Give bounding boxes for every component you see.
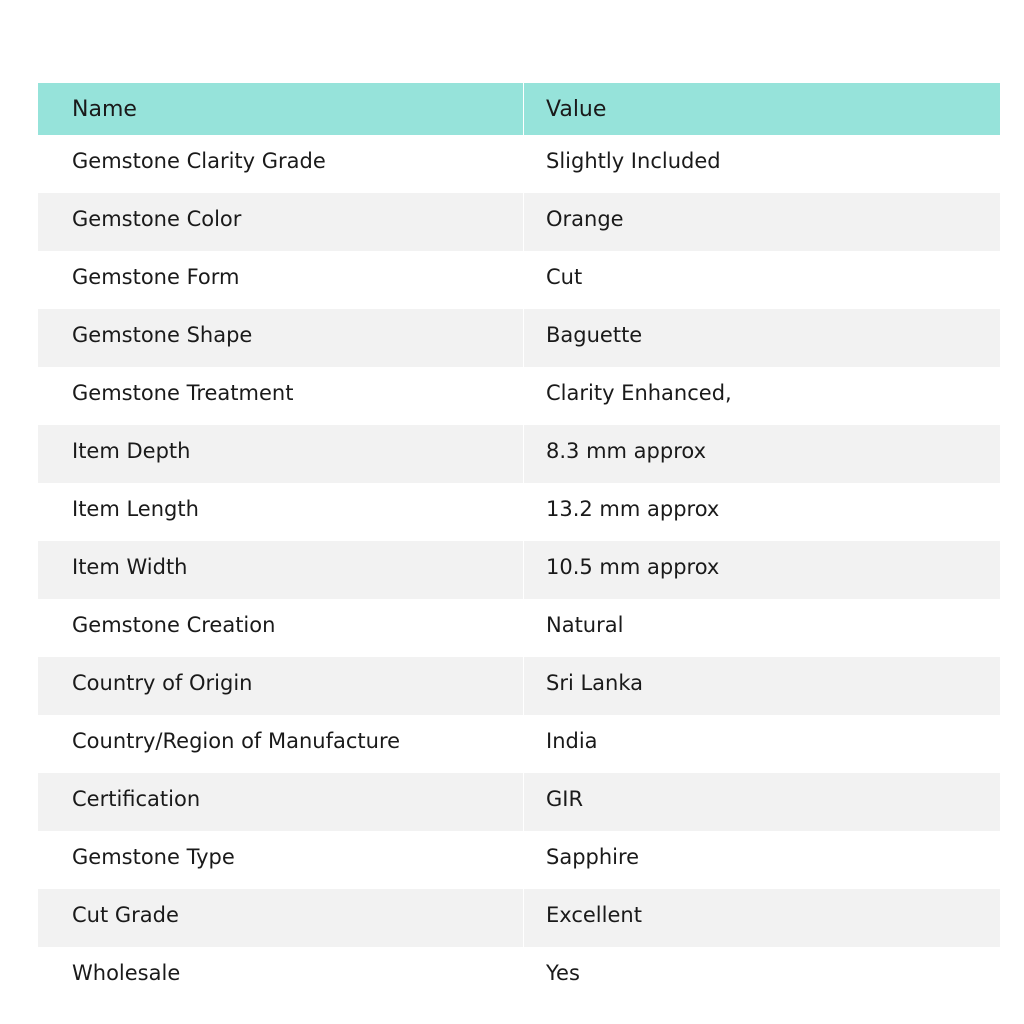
table-row (38, 715, 1000, 773)
row-value-cell: Yes (546, 961, 580, 985)
row-name-cell: Item Length (38, 483, 524, 541)
row-name-cell: Gemstone Clarity Grade (38, 135, 524, 193)
table-row (38, 193, 1000, 251)
table-row (38, 367, 1000, 425)
row-name-cell: Gemstone Creation (38, 599, 524, 657)
row-value-cell: Orange (546, 207, 624, 231)
table-row (38, 831, 1000, 889)
row-name-cell: Certification (38, 773, 524, 831)
table-header-row (38, 83, 1000, 135)
row-name-cell: Gemstone Treatment (38, 367, 524, 425)
row-name-cell: Gemstone Type (38, 831, 524, 889)
row-name-cell: Item Width (38, 541, 524, 599)
header-value: Value (546, 96, 607, 122)
row-value-cell: 10.5 mm approx (546, 555, 720, 579)
row-value-cell: 8.3 mm approx (546, 439, 706, 463)
row-value-cell: Baguette (546, 323, 643, 347)
row-name-cell: Cut Grade (38, 889, 524, 947)
table-row (38, 425, 1000, 483)
specifications-table (38, 83, 1000, 1005)
table-row (38, 541, 1000, 599)
row-name-cell: Gemstone Color (38, 193, 524, 251)
table-row (38, 889, 1000, 947)
row-name-cell: Wholesale (38, 947, 524, 1005)
row-name-cell: Item Depth (38, 425, 524, 483)
row-value-cell: India (546, 729, 598, 753)
table-row (38, 251, 1000, 309)
table-row (38, 135, 1000, 193)
row-value-cell: GIR (546, 787, 584, 811)
table-row (38, 309, 1000, 367)
row-value-cell: Sri Lanka (546, 671, 644, 695)
table-row (38, 773, 1000, 831)
row-value-cell: Sapphire (546, 845, 640, 869)
row-name-cell: Gemstone Form (38, 251, 524, 309)
row-value-cell: Natural (546, 613, 624, 637)
header-name: Name (38, 83, 524, 135)
table-row (38, 947, 1000, 1005)
row-value-cell: Slightly Included (546, 149, 721, 173)
table-row (38, 657, 1000, 715)
table-row (38, 483, 1000, 541)
row-name-cell: Gemstone Shape (38, 309, 524, 367)
table-body (38, 135, 1000, 1005)
table-row (38, 599, 1000, 657)
row-name-cell: Country/Region of Manufacture (38, 715, 524, 773)
row-value-cell: Excellent (546, 903, 642, 927)
row-value-cell: 13.2 mm approx (546, 497, 720, 521)
row-value-cell: Cut (546, 265, 583, 289)
row-value-cell: Clarity Enhanced, (546, 381, 732, 405)
row-name-cell: Country of Origin (38, 657, 524, 715)
